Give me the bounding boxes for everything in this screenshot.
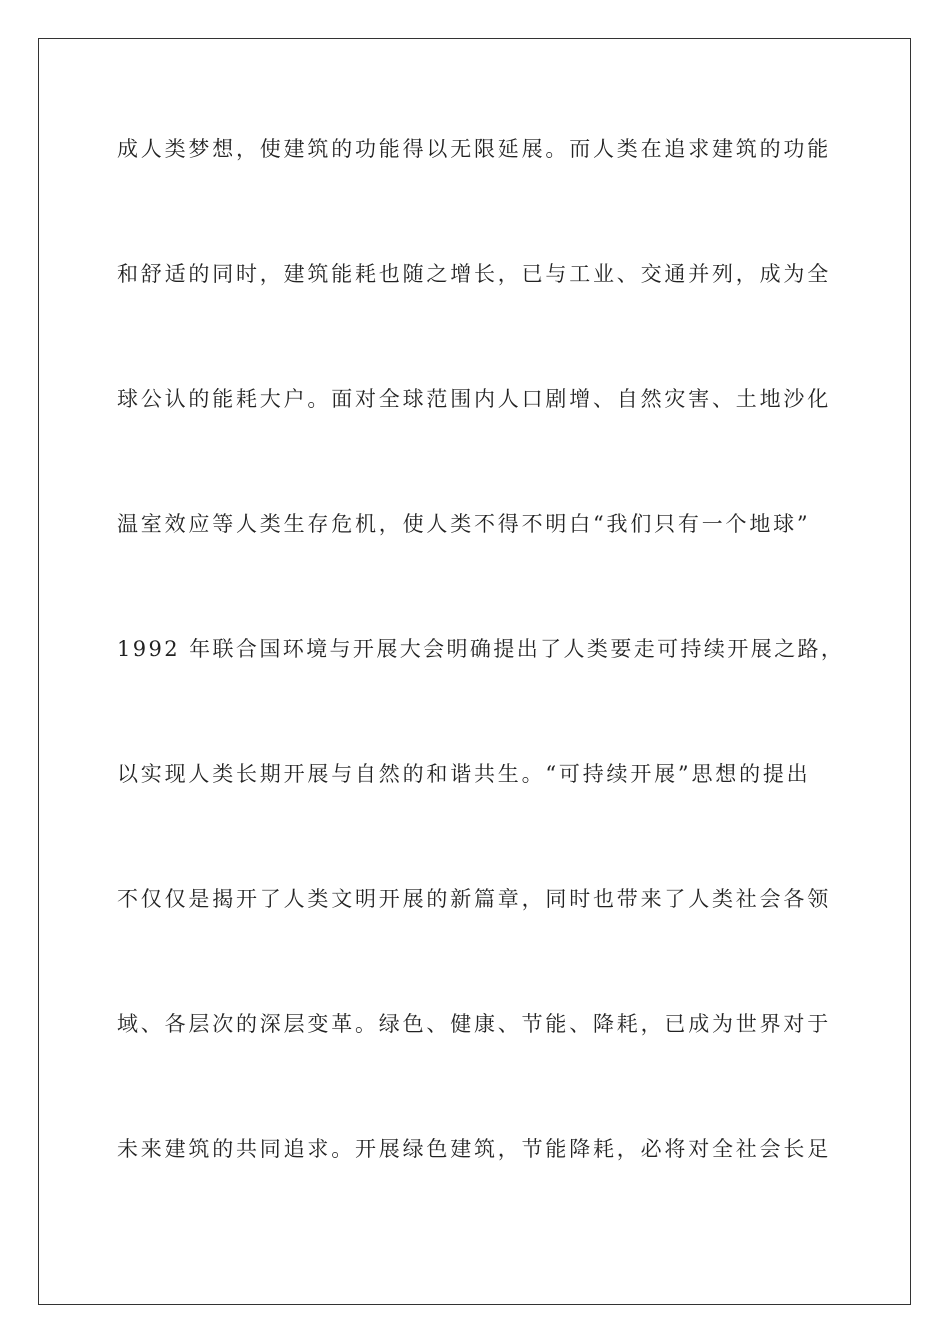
body-text-line: 1992 年联合国环境与开展大会明确提出了人类要走可持续开展之路， <box>117 637 845 661</box>
body-text-line: 以实现人类长期开展与自然的和谐共生。“可持续开展”思想的提出 <box>117 762 811 786</box>
body-text-line: 球公认的能耗大户。面对全球范围内人口剧增、自然灾害、土地沙化 <box>117 387 831 411</box>
body-text-line: 成人类梦想，使建筑的功能得以无限延展。而人类在追求建筑的功能 <box>117 137 831 161</box>
body-text-line: 温室效应等人类生存危机，使人类不得不明白“我们只有一个地球” <box>117 512 811 536</box>
body-text-line: 不仅仅是揭开了人类文明开展的新篇章，同时也带来了人类社会各领 <box>117 887 831 911</box>
page-border <box>38 38 911 1305</box>
body-text-line: 未来建筑的共同追求。开展绿色建筑，节能降耗，必将对全社会长足 <box>117 1137 831 1161</box>
body-text-line: 和舒适的同时，建筑能耗也随之增长，已与工业、交通并列，成为全 <box>117 262 831 286</box>
body-text-line: 域、各层次的深层变革。绿色、健康、节能、降耗，已成为世界对于 <box>117 1012 831 1036</box>
